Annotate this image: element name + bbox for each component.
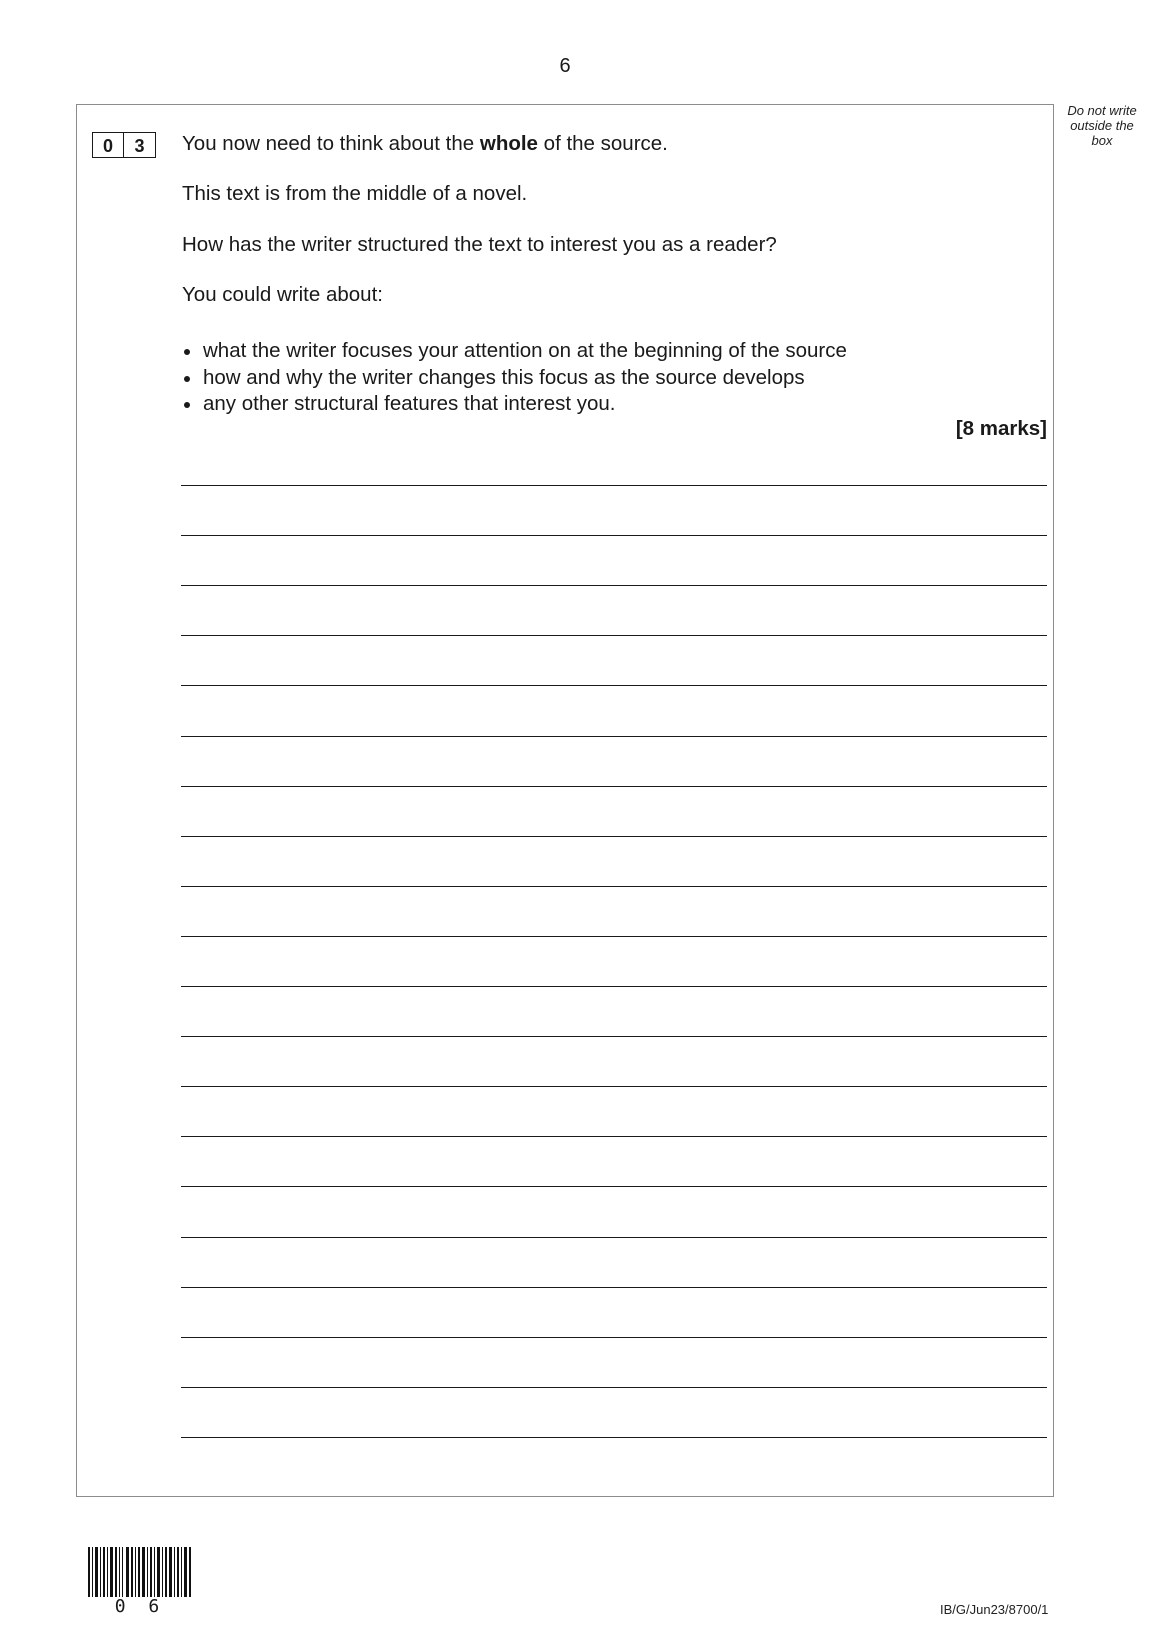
answer-line[interactable] [181, 635, 1047, 636]
question-intro-before: You now need to think about the [182, 132, 480, 155]
barcode [88, 1547, 192, 1597]
guidance-bullet: any other structural features that interest you. [182, 391, 847, 418]
answer-lines[interactable] [181, 0, 1047, 1638]
question-number-box [92, 132, 156, 158]
answer-line[interactable] [181, 1437, 1047, 1438]
question-number-digit: 0 [92, 132, 124, 158]
guidance-bullet: what the writer focuses your attention on at the beginning of the source [182, 338, 847, 365]
answer-line[interactable] [181, 1237, 1047, 1238]
answer-line[interactable] [181, 936, 1047, 937]
answer-line[interactable] [181, 736, 1047, 737]
question-number-digit: 3 [124, 132, 156, 158]
footer-code: IB/G/Jun23/8700/1 [940, 1602, 1049, 1617]
margin-note: Do not write outside the box [1067, 103, 1137, 148]
page-number: 6 [559, 55, 571, 77]
barcode-digits: 0 6 [114, 1596, 166, 1617]
question-prompt: How has the writer structured the text to interest you as a reader? [182, 233, 777, 256]
answer-line[interactable] [181, 1136, 1047, 1137]
answer-line[interactable] [181, 585, 1047, 586]
question-intro-bold: whole [479, 132, 538, 155]
answer-line[interactable] [181, 986, 1047, 987]
answer-line[interactable] [181, 886, 1047, 887]
guidance-bullet: how and why the writer changes this focus as the source develops [182, 365, 847, 392]
answer-line[interactable] [181, 1387, 1047, 1388]
answer-line[interactable] [181, 786, 1047, 787]
answer-line[interactable] [181, 1086, 1047, 1087]
question-intro-after: of the source. [537, 132, 668, 155]
answer-line[interactable] [181, 685, 1047, 686]
answer-line[interactable] [181, 1186, 1047, 1187]
answer-line[interactable] [181, 1036, 1047, 1037]
marks-label: [8 marks] [955, 417, 1047, 440]
answer-line[interactable] [181, 485, 1047, 486]
answer-line[interactable] [181, 1337, 1047, 1338]
answer-line[interactable] [181, 1287, 1047, 1288]
answer-line[interactable] [181, 535, 1047, 536]
could-write-label: You could write about: [182, 283, 383, 306]
answer-line[interactable] [181, 836, 1047, 837]
question-context: This text is from the middle of a novel. [182, 182, 528, 205]
